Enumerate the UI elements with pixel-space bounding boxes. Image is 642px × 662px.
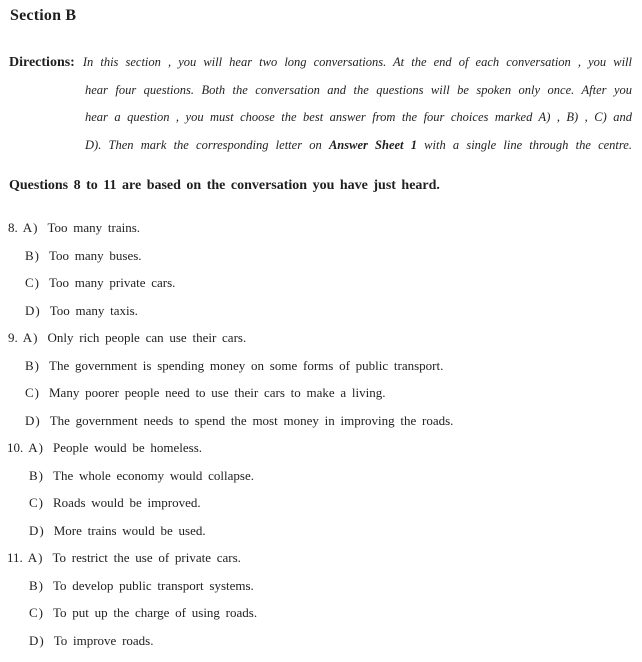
directions-line-2: hear four questions. Both the conversation and the questions will be spoken only once. After you — [85, 82, 632, 97]
option-text: The government is spending money on some forms of public transport. — [49, 357, 444, 373]
question-11-option-a — [0, 544, 642, 572]
question-10-option-a — [0, 434, 642, 462]
option-text: More trains would be used. — [53, 522, 206, 538]
directions-text-4-pre: D). Then mark the corresponding letter on — [85, 137, 329, 152]
option-letter: A) — [22, 220, 39, 235]
option-letter: D) — [25, 302, 41, 318]
option-letter: C) — [25, 275, 40, 290]
directions-text-4-post: with a single line through the centre. — [416, 137, 632, 152]
option-letter: B) — [25, 357, 40, 373]
question-8-option-a — [0, 214, 642, 242]
option-text: People would be homeless. — [52, 440, 203, 455]
option-letter: A) — [28, 440, 44, 455]
option-text: To restrict the use of private cars. — [52, 550, 241, 565]
option-letter: C) — [25, 385, 40, 400]
question-9-option-d — [0, 407, 642, 435]
question-9-option-a — [0, 324, 642, 352]
option-letter: A) — [22, 330, 39, 345]
option-text: To improve roads. — [53, 632, 154, 648]
option-text: To develop public transport systems. — [53, 577, 254, 593]
option-letter: B) — [25, 247, 40, 263]
option-text: The government needs to spend the most money in improving the roads. — [49, 412, 454, 428]
option-letter: C) — [29, 605, 44, 620]
directions-block — [9, 49, 632, 159]
option-letter: C) — [29, 495, 44, 510]
answer-sheet-reference: Answer Sheet 1 — [328, 137, 417, 152]
option-text: Roads would be improved. — [53, 495, 201, 510]
option-text: Too many buses. — [49, 247, 142, 263]
question-10-option-d — [0, 517, 642, 545]
question-8-option-d — [0, 297, 642, 325]
question-10-option-c — [0, 489, 642, 517]
option-letter: D) — [25, 412, 41, 428]
question-number: 9. — [8, 330, 18, 345]
question-11-option-c — [0, 599, 642, 627]
option-text: To put up the charge of using roads. — [53, 605, 258, 620]
question-8-option-c — [0, 269, 642, 297]
question-11-option-d — [0, 627, 642, 655]
directions-line-4 — [9, 132, 632, 160]
option-letter: D) — [29, 632, 45, 648]
option-letter: D) — [29, 522, 45, 538]
section-title: Section B — [10, 7, 77, 24]
option-text: Many poorer people need to use their cars to make a living. — [49, 385, 386, 400]
option-text: Too many private cars. — [49, 275, 176, 290]
question-number: 11. — [7, 550, 23, 565]
option-text: Too many trains. — [47, 220, 141, 235]
option-text: Only rich people can use their cars. — [47, 330, 247, 345]
questions-list — [0, 214, 642, 654]
question-11-option-b — [0, 572, 642, 600]
question-8-option-b — [0, 242, 642, 270]
question-9-option-b — [0, 352, 642, 380]
option-letter: A) — [27, 550, 44, 565]
directions-line-3: hear a question , you must choose the best answer from the four choices marked A) , B) , C) and — [85, 110, 632, 124]
questions-range-heading: Questions 8 to 11 are based on the conversation you have just heard. — [9, 178, 440, 193]
question-10-option-b — [0, 462, 642, 490]
option-text: Too many taxis. — [49, 302, 138, 318]
directions-line-1 — [9, 49, 632, 77]
option-text: The whole economy would collapse. — [53, 467, 254, 483]
directions-text-1: In this section , you will hear two long conversations. At the end of each conversation , you will — [82, 55, 632, 69]
directions-label: Directions: — [9, 55, 75, 70]
question-number: 8. — [8, 220, 18, 235]
question-number: 10. — [7, 440, 24, 455]
option-letter: B) — [29, 577, 44, 593]
question-9-option-c — [0, 379, 642, 407]
option-letter: B) — [29, 467, 44, 483]
